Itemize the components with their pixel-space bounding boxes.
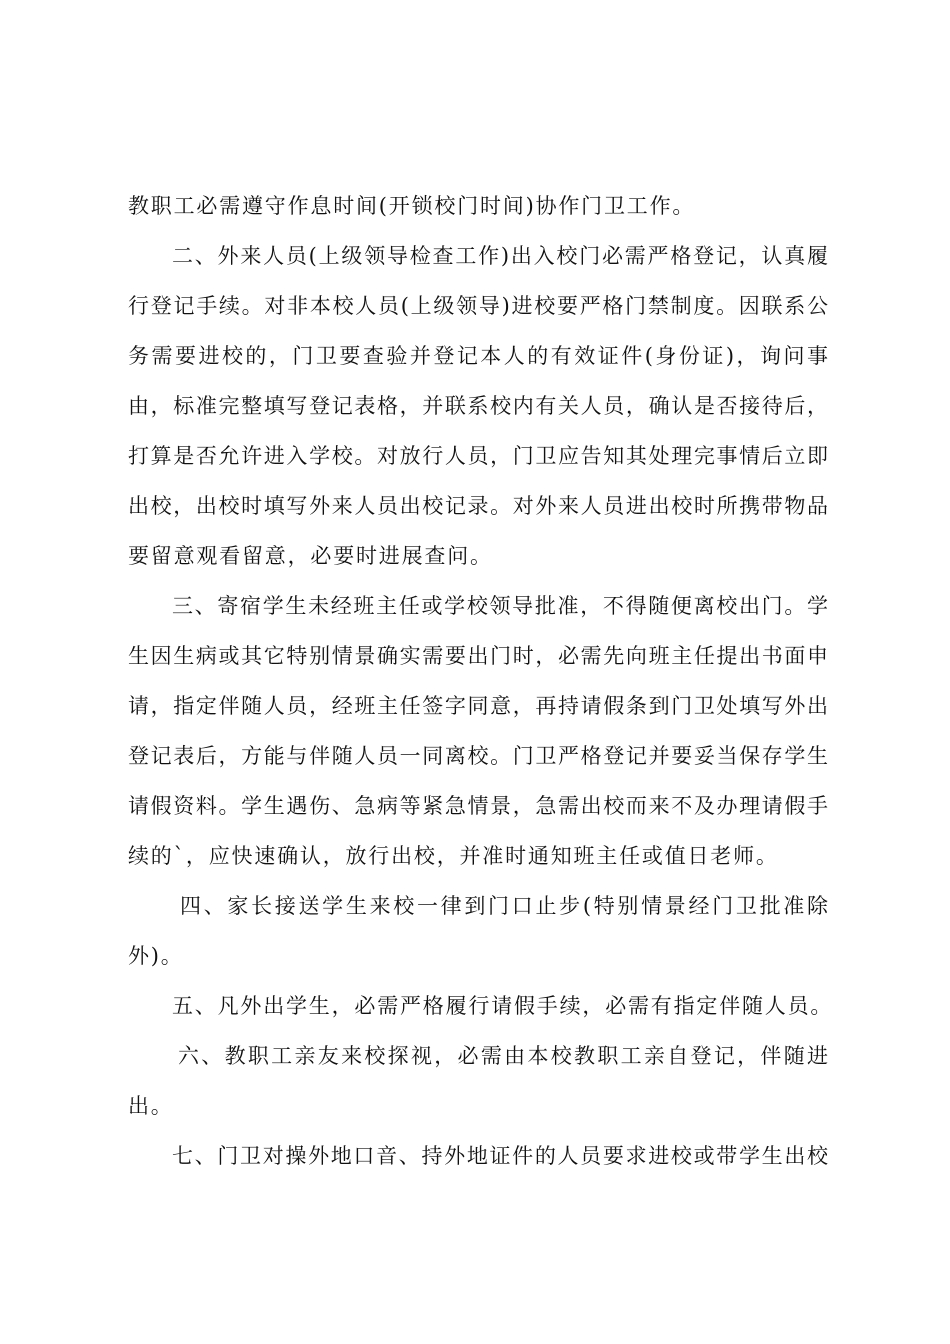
paragraph-line: 请假资料。学生遇伤、急病等紧急情景，急需出校而来不及办理请假手: [128, 794, 828, 818]
paragraph-line: 由，标准完整填写登记表格，并联系校内有关人员，确认是否接待后，: [128, 394, 828, 418]
paragraph-line: 要留意观看留意，必要时进展查问。: [128, 544, 493, 568]
paragraph-line: 七、门卫对操外地口音、持外地证件的人员要求进校或带学生出校: [172, 1144, 828, 1168]
paragraph-line: 打算是否允许进入学校。对放行人员，门卫应告知其处理完事情后立即: [128, 444, 828, 468]
paragraph-line: 务需要进校的，门卫要查验并登记本人的有效证件(身份证)，询问事: [128, 344, 828, 368]
paragraph-line: 三、寄宿学生未经班主任或学校领导批准，不得随便离校出门。学: [172, 594, 828, 618]
paragraph-line: 六、教职工亲友来校探视，必需由本校教职工亲自登记，伴随进: [178, 1044, 828, 1068]
paragraph-line: 四、家长接送学生来校一律到门口止步(特别情景经门卫批准除: [180, 894, 828, 918]
paragraph-line: 外)。: [128, 944, 184, 968]
paragraph-line: 二、外来人员(上级领导检查工作)出入校门必需严格登记，认真履: [172, 244, 828, 268]
paragraph-line: 请，指定伴随人员，经班主任签字同意，再持请假条到门卫处填写外出: [128, 694, 828, 718]
paragraph-line: 行登记手续。对非本校人员(上级领导)进校要严格门禁制度。因联系公: [128, 294, 828, 318]
paragraph-line: 续的`，应快速确认，放行出校，并准时通知班主任或值日老师。: [128, 844, 779, 868]
paragraph-line: 登记表后，方能与伴随人员一同离校。门卫严格登记并要妥当保存学生: [128, 744, 828, 768]
paragraph-line: 出。: [128, 1094, 174, 1118]
paragraph-line: 生因生病或其它特别情景确实需要出门时，必需先向班主任提出书面申: [128, 644, 828, 668]
paragraph-line: 五、凡外出学生，必需严格履行请假手续，必需有指定伴随人员。: [172, 994, 834, 1018]
paragraph-line: 出校，出校时填写外来人员出校记录。对外来人员进出校时所携带物品: [128, 494, 828, 518]
paragraph-line: 教职工必需遵守作息时间(开锁校门时间)协作门卫工作。: [128, 194, 696, 218]
